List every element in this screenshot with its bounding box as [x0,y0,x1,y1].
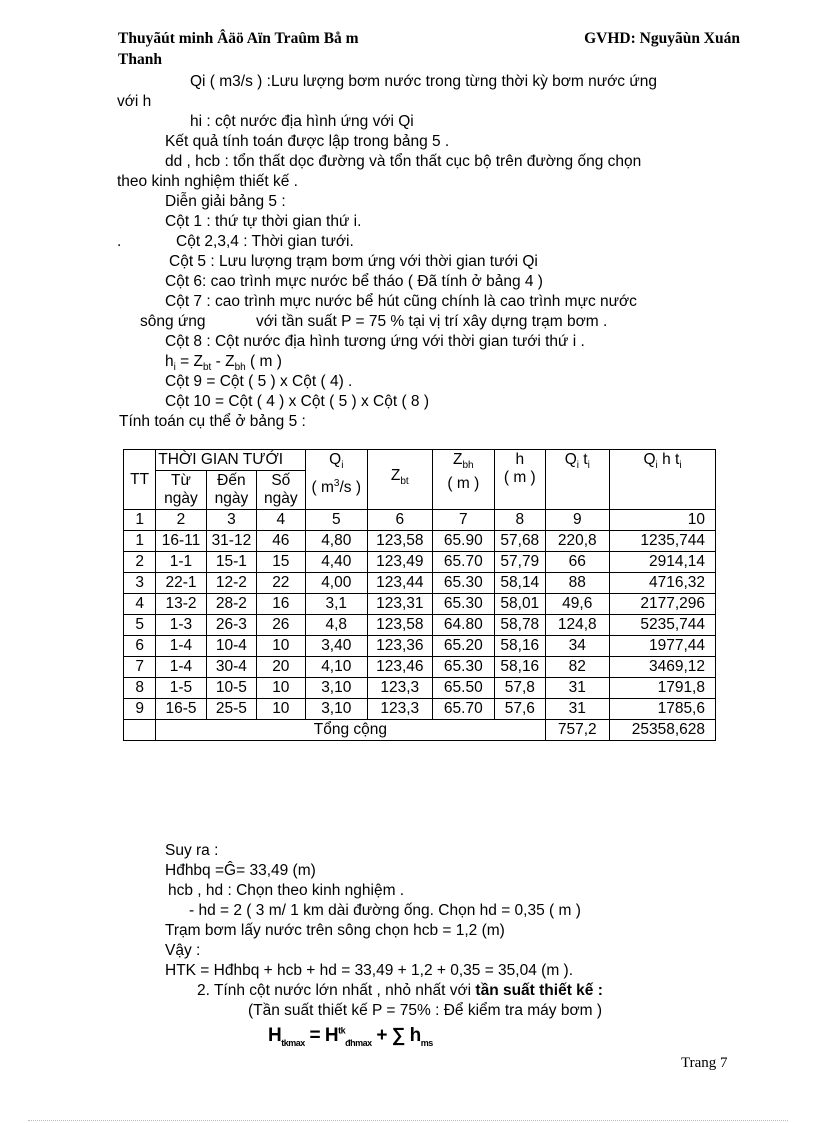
table-cell: 16-11 [156,531,206,552]
table-cell: 7 [124,657,156,678]
text-line: hcb , hd : Chọn theo kinh nghiệm . [168,882,405,899]
table-cell: 9 [124,699,156,720]
table-cell: 65.30 [432,657,495,678]
table-cell: 1785,6 [610,699,716,720]
text-line: hi : cột nước địa hình ứng với Qi [190,113,414,130]
column-number: 6 [368,510,433,531]
table-cell: 4,8 [305,615,368,636]
section-2-note: (Tần suất thiết kế P = 75% : Để kiểm tra máy bơm ) [248,1002,603,1019]
text-line: Cột 10 = Cột ( 4 ) x Cột ( 5 ) x Cột ( 8 ) [165,393,430,410]
column-number: 8 [495,510,545,531]
table-cell: 8 [124,678,156,699]
table-row [124,699,716,720]
header-qihti: $Q_i$ h $t_i$ [610,450,716,510]
table-cell: 4,10 [305,657,368,678]
text-line: dd , hcb : tổn thất dọc đường và tổn thất cục bộ trên đường ống chọn [165,153,642,170]
table-cell: 1-3 [156,615,206,636]
table-5 [123,449,716,741]
table-cell: 22-1 [156,573,206,594]
header-h: h ( m ) [495,450,545,510]
section-2-heading: 2. Tính cột nước lớn nhất , nhỏ nhất với tần suất thiết kế : [197,982,603,999]
table-header-row [124,450,716,471]
text-line: Qi ( m3/s ) :Lưu lượng bơm nước trong từng thời kỳ bơm nước ứng [190,73,657,90]
header-advisor-continuation: Thanh [118,51,162,68]
table-cell: 31-12 [206,531,256,552]
text-line: Vậy : [165,942,201,959]
table-cell: 65.20 [432,636,495,657]
table-cell: 10 [257,699,305,720]
text-line: Cột 7 : cao trình mực nước bể hút cũng chính là cao trình mực nước [165,293,637,310]
table-cell: 57,6 [495,699,545,720]
table-cell: 65.50 [432,678,495,699]
table-cell: 3,10 [305,678,368,699]
table-cell: 4,80 [305,531,368,552]
table-cell: 25-5 [206,699,256,720]
header-zbt: $Z_{bt}$ [368,450,433,510]
header-tt: TT [124,450,156,510]
text-line: Tính toán cụ thể ở bảng 5 : [119,413,306,430]
table-row [124,636,716,657]
header-so-ngay: Số ngày [257,471,305,510]
column-number: 2 [156,510,206,531]
table-row [124,615,716,636]
text-line: Cột 6: cao trình mực nước bể tháo ( Đã tính ở bảng 4 ) [165,273,543,290]
table-cell: 10 [257,636,305,657]
table-cell: 58,14 [495,573,545,594]
column-number: 7 [432,510,495,531]
table-cell: 15-1 [206,552,256,573]
table-cell: 58,16 [495,636,545,657]
table-cell: 10 [257,678,305,699]
text-line: . [117,233,122,250]
table-cell: 15 [257,552,305,573]
table-cell: 64.80 [432,615,495,636]
table-cell: 3469,12 [610,657,716,678]
table-cell: 4,40 [305,552,368,573]
text-line: Cột 9 = Cột ( 5 ) x Cột ( 4) . [165,373,353,390]
table-cell: 1-4 [156,636,206,657]
table-cell: 3,10 [305,699,368,720]
table-cell: 123,58 [368,615,433,636]
table-cell: 16-5 [156,699,206,720]
table-cell: 5 [124,615,156,636]
table-body [124,531,716,720]
text-line: Diễn giải bảng 5 : [165,193,286,210]
table-cell: 1791,8 [610,678,716,699]
text-line: với h [117,93,152,110]
table-cell: 123,49 [368,552,433,573]
column-number: 3 [206,510,256,531]
table-cell: 58,16 [495,657,545,678]
table-cell: 3,1 [305,594,368,615]
table-cell: 57,79 [495,552,545,573]
table-cell: 65.30 [432,594,495,615]
text-line: với tần suất P = 75 % tại vị trí xây dựng trạm bơm . [256,313,608,330]
text-line: Suy ra : [165,842,219,859]
table-cell: 57,8 [495,678,545,699]
table-cell: 1 [124,531,156,552]
table-cell: 3 [124,573,156,594]
table-cell: 123,3 [368,678,433,699]
header-tu-ngay: Từ ngày [156,471,206,510]
table-cell: 34 [545,636,610,657]
table-row [124,531,716,552]
table-row [124,573,716,594]
table-row [124,678,716,699]
text-line: Cột 2,3,4 : Thời gian tưới. [176,233,354,250]
text-line: sông ứng [140,313,206,330]
header-thoi-gian: THỜI GIAN TƯỚI [156,450,305,471]
hmax-formula: $H_{tkmax} = H^{tk}_{đhmax}$ + ∑ $h_{ms}$ [268,1025,433,1048]
table-row [124,594,716,615]
table-cell: 28-2 [206,594,256,615]
table-cell: 123,46 [368,657,433,678]
table-cell: 4716,32 [610,573,716,594]
table-cell: 30-4 [206,657,256,678]
table-cell: 12-2 [206,573,256,594]
table-cell: 58,01 [495,594,545,615]
text-line: Cột 8 : Cột nước địa hình tương ứng với thời gian tưới thứ i . [165,333,585,350]
table-cell: 57,68 [495,531,545,552]
table-cell: 123,44 [368,573,433,594]
table-cell: 1-5 [156,678,206,699]
table-cell: 31 [545,678,610,699]
text-line: Cột 1 : thứ tự thời gian thứ i. [165,213,362,230]
column-number: 1 [124,510,156,531]
table-column-number-row [124,510,716,531]
table-cell: 26 [257,615,305,636]
table-cell: 123,58 [368,531,433,552]
table-cell: 123,36 [368,636,433,657]
table-cell: 124,8 [545,615,610,636]
text-line: Kết quả tính toán được lập trong bảng 5 . [165,133,450,150]
column-number: 4 [257,510,305,531]
table-cell: 4 [124,594,156,615]
table-cell: 1-1 [156,552,206,573]
table-cell: 4,00 [305,573,368,594]
table-cell: 6 [124,636,156,657]
footer-rule [28,1120,788,1121]
table-cell: 2 [124,552,156,573]
total-label: Tổng cộng [156,720,545,741]
table-cell: 123,3 [368,699,433,720]
table-cell: 1235,744 [610,531,716,552]
table-total-row [124,720,716,741]
table-row [124,552,716,573]
table-cell: 31 [545,699,610,720]
total-qihti: 25358,628 [610,720,716,741]
header-qiti: $Q_i$ $t_i$ [545,450,610,510]
table-cell: 65.90 [432,531,495,552]
header-zbh: $Z_{bh}$ ( m ) [432,450,495,510]
table-cell: 88 [545,573,610,594]
total-qiti: 757,2 [545,720,610,741]
header-title: Thuyãút minh Âäö Aïn Traûm Bå m [118,30,359,47]
text-line: Trạm bơm lấy nước trên sông chọn hcb = 1,2 (m) [165,922,505,939]
column-number: 5 [305,510,368,531]
table-cell: 1977,44 [610,636,716,657]
table-cell: 10-4 [206,636,256,657]
table-cell: 49,6 [545,594,610,615]
table-cell: 26-3 [206,615,256,636]
table-cell: 65.70 [432,699,495,720]
page-number: Trang 7 [681,1055,728,1071]
table-cell: 58,78 [495,615,545,636]
table-cell: 5235,744 [610,615,716,636]
column-number: 10 [610,510,716,531]
table-cell: 65.70 [432,552,495,573]
text-line: - hd = 2 ( 3 m/ 1 km dài đường ống. Chọn hd = 0,35 ( m ) [189,902,581,919]
table-cell: 220,8 [545,531,610,552]
hi-formula-line: $h_i = Z_{bt} - Z_{bh}$ ( m ) [165,353,282,374]
text-line: Hđhbq =Ĝ= 33,49 (m) [165,862,316,879]
header-advisor: GVHD: Nguyãùn Xuán [584,30,740,47]
table-row [124,657,716,678]
text-line: HTK = Hđhbq + hcb + hd = 33,49 + 1,2 + 0,35 = 35,04 (m ). [165,962,574,979]
text-line: theo kinh nghiệm thiết kế . [117,173,298,190]
table-cell: 66 [545,552,610,573]
table-cell: 65.30 [432,573,495,594]
table-cell: 3,40 [305,636,368,657]
text-line: Cột 5 : Lưu lượng trạm bơm ứng với thời gian tưới Qi [169,253,538,270]
table-cell: 13-2 [156,594,206,615]
table-cell: 123,31 [368,594,433,615]
table-cell: 2914,14 [610,552,716,573]
header-qi: $Q_i$ ( $m^3/s$ ) [305,450,368,510]
table-cell: 82 [545,657,610,678]
table-cell: 1-4 [156,657,206,678]
table-cell: 20 [257,657,305,678]
table-cell: 22 [257,573,305,594]
column-number: 9 [545,510,610,531]
table-cell: 10-5 [206,678,256,699]
header-den-ngay: Đến ngày [206,471,256,510]
table-cell: 2177,296 [610,594,716,615]
table-cell: 16 [257,594,305,615]
table-cell: 46 [257,531,305,552]
